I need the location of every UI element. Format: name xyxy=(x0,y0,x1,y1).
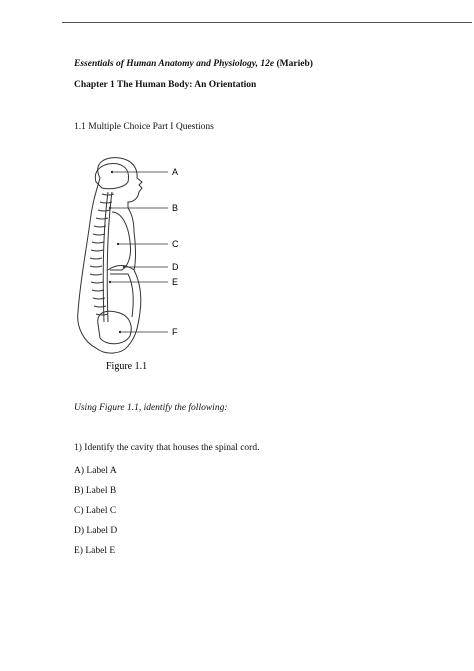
question-prompt: 1) Identify the cavity that houses the spinal cord. xyxy=(74,443,260,453)
figure-label-a: A xyxy=(172,167,179,177)
figure-label-f: F xyxy=(172,327,178,337)
answer-option-a[interactable]: A) Label A xyxy=(74,466,117,476)
figure-label-d: D xyxy=(172,262,179,272)
instruction-text: Using Figure 1.1, identify the following: xyxy=(74,403,228,413)
figure-caption: Figure 1.1 xyxy=(106,361,148,372)
figure-label-e: E xyxy=(172,277,179,287)
answer-option-d[interactable]: D) Label D xyxy=(74,526,118,536)
body-cavity-figure xyxy=(62,152,192,377)
answer-option-e[interactable]: E) Label E xyxy=(74,546,116,556)
figure-label-b: B xyxy=(172,203,179,213)
figure-label-c: C xyxy=(172,239,179,249)
book-title-line xyxy=(74,59,313,69)
header-rule xyxy=(62,22,472,23)
chapter-heading: Chapter 1 The Human Body: An Orientation xyxy=(74,80,257,90)
book-author: (Marieb) xyxy=(276,59,313,69)
answer-option-c[interactable]: C) Label C xyxy=(74,506,117,516)
answer-option-b[interactable]: B) Label B xyxy=(74,486,117,496)
book-title: Essentials of Human Anatomy and Physiology, 12e xyxy=(74,59,275,69)
section-heading: 1.1 Multiple Choice Part I Questions xyxy=(74,122,214,132)
